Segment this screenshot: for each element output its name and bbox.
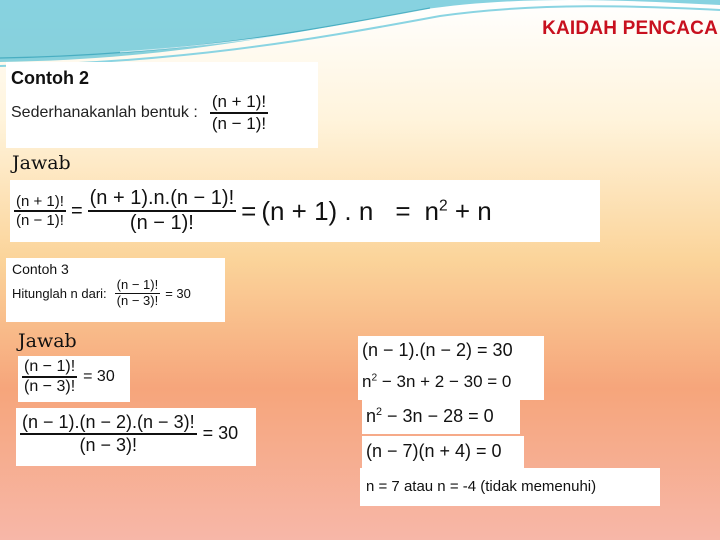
fraction-numerator: (n − 1).(n − 2).(n − 3)! <box>20 412 197 435</box>
term-base: n <box>362 372 372 391</box>
answer-2-step-2-box <box>16 408 256 466</box>
example-2-prompt: Sederhanakanlah bentuk : <box>11 103 198 121</box>
answer-label-2: Jawab <box>18 330 77 352</box>
answer-2-step-3-box <box>358 336 544 400</box>
term-exponent: 2 <box>376 406 383 418</box>
term-tail: − 3n + 2 − 30 = 0 <box>377 372 512 391</box>
term-tail: − 3n − 28 = 0 <box>382 406 494 426</box>
result-exponent: 2 <box>438 196 448 214</box>
example-3-fraction <box>115 278 161 309</box>
fraction-numerator: (n + 1)! <box>14 193 66 212</box>
answer-2-step-5-box <box>362 436 524 468</box>
fraction-denominator: (n − 3)! <box>24 378 76 396</box>
equals-sign: = <box>395 195 411 226</box>
expanded-fraction <box>88 187 237 235</box>
step-2-fraction <box>20 412 197 455</box>
step-3-line-1: (n − 1).(n − 2) = 30 <box>362 340 513 360</box>
product-term: (n + 1) . n <box>261 195 374 226</box>
fraction-numerator: (n + 1)! <box>210 92 268 114</box>
fraction-denominator: (n − 1)! <box>211 113 267 133</box>
page-title: KAIDAH PENCACA <box>542 18 718 39</box>
final-result <box>425 196 492 227</box>
fraction-numerator: (n − 1)! <box>116 277 159 292</box>
fraction-numerator: (n + 1).n.(n − 1)! <box>88 187 237 212</box>
step-2-rhs: = 30 <box>202 423 239 444</box>
example-2-fraction <box>210 92 268 133</box>
equals-sign: = <box>241 195 257 226</box>
term-exponent: 2 <box>371 372 378 384</box>
term-base: n <box>366 406 377 426</box>
step-1-rhs: = 30 <box>83 368 115 386</box>
answer-2-step-4-box <box>362 400 520 434</box>
example-3-rhs: = 30 <box>165 285 191 301</box>
step-6-line: n = 7 atau n = -4 (tidak memenuhi) <box>366 478 597 495</box>
lhs-fraction <box>14 193 66 230</box>
step-4-line <box>366 406 494 427</box>
equals-sign: = <box>70 199 83 222</box>
example-2-box <box>6 62 318 148</box>
fraction-denominator: (n − 3)! <box>79 434 138 455</box>
result-base: n <box>424 195 439 226</box>
step-3-line-2 <box>362 372 511 392</box>
answer-2-step-6-box <box>360 468 660 506</box>
example-2-heading: Contoh 2 <box>11 68 89 88</box>
step-1-fraction <box>22 358 77 397</box>
answer-2-step-1-box <box>18 356 130 402</box>
example-3-prompt: Hitunglah n dari: <box>12 285 107 301</box>
answer-1-box <box>10 180 600 242</box>
fraction-numerator: (n − 1)! <box>22 358 77 378</box>
result-tail: + n <box>447 195 492 226</box>
example-3-heading: Contoh 3 <box>12 261 69 277</box>
step-5-line: (n − 7)(n + 4) = 0 <box>366 441 502 461</box>
fraction-denominator: (n − 1)! <box>16 212 64 229</box>
answer-label-1: Jawab <box>12 152 71 174</box>
example-3-box <box>6 258 225 322</box>
fraction-denominator: (n − 1)! <box>129 212 194 234</box>
fraction-denominator: (n − 3)! <box>116 292 159 308</box>
